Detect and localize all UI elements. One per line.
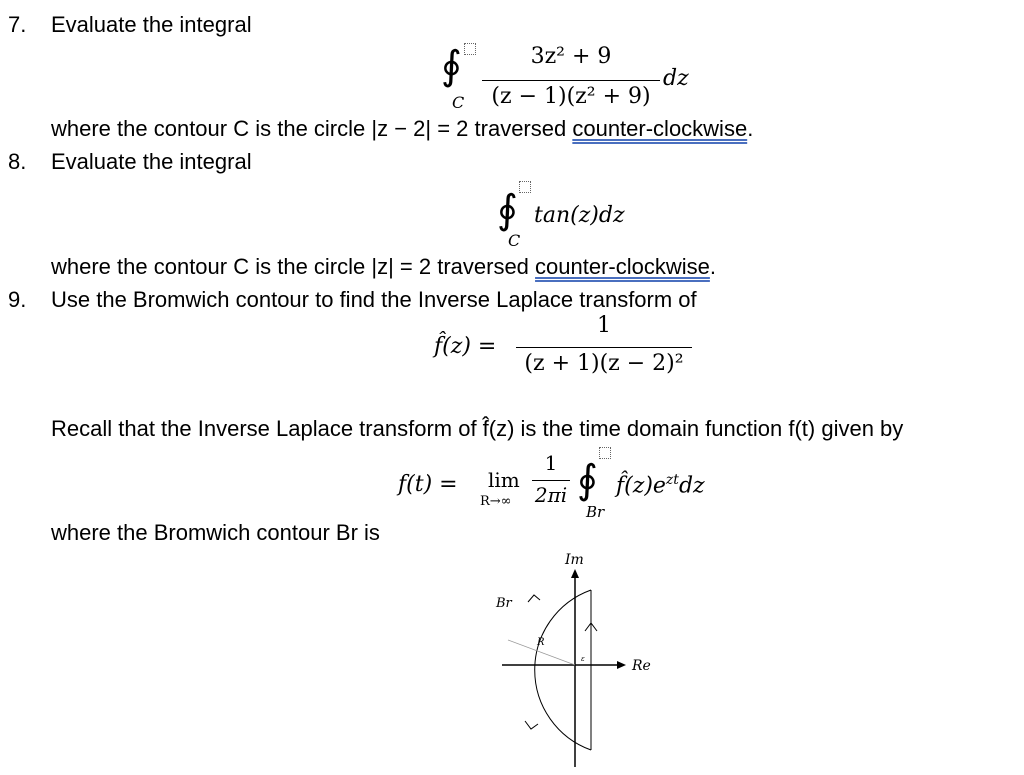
q8-period: . <box>709 254 717 279</box>
q7-denominator: (z − 1)(z² + 9) <box>491 84 651 109</box>
q7-direction: counter-clockwise <box>572 116 748 141</box>
q8-prompt: Evaluate the integral <box>51 149 252 174</box>
r-label: R <box>537 637 545 648</box>
formula-fraction-bar <box>532 480 570 481</box>
formula-lim: lim <box>488 468 520 492</box>
formula-integrand <box>616 472 705 498</box>
q7-where-text: where the contour C is the circle |z − 2| = 2 traversed <box>51 116 573 141</box>
epsilon-label: ε <box>581 655 585 663</box>
formula-frac-den: 2πi <box>534 483 568 507</box>
br-label: Br <box>496 596 512 611</box>
q8-contour-sub: C <box>508 231 521 250</box>
formula-integrand-base: f̂(z)e <box>616 473 666 499</box>
q9-lhs: f̂(z) = <box>434 334 497 359</box>
formula-frac-num: 1 <box>544 451 558 475</box>
formula-lim-sub: R→∞ <box>480 494 512 509</box>
arc-arrow-bottom <box>525 721 538 729</box>
contour-integral-sign: ∮ <box>441 43 462 89</box>
formula-lhs: f(t) = <box>398 472 458 497</box>
formula-exponent: zt <box>665 472 679 488</box>
re-label: Re <box>632 658 651 674</box>
contour-integral-sign: ∮ <box>497 187 518 233</box>
imaginary-axis-arrow <box>571 569 579 578</box>
q9-number: 9. <box>8 287 27 312</box>
bromwich-contour-svg <box>470 545 670 770</box>
q9-numerator: 1 <box>597 313 611 338</box>
contour-integral-sign: ∮ <box>577 457 598 503</box>
q9-fraction-bar <box>516 347 692 348</box>
q8-integrand: tan(z)dz <box>534 203 625 228</box>
q8-number: 8. <box>8 149 27 174</box>
q9-denominator: (z + 1)(z − 2)² <box>524 351 684 376</box>
q7-differential: dz <box>663 66 689 91</box>
q9-contour-text: where the Bromwich contour Br is <box>51 520 380 545</box>
q9-recall: Recall that the Inverse Laplace transform of f̂(z) is the time domain function f(t) given by <box>51 416 904 441</box>
q7-number: 7. <box>8 12 27 37</box>
placeholder-box <box>464 43 476 55</box>
q7-fraction-bar <box>482 80 660 81</box>
q7-prompt: Evaluate the integral <box>51 12 252 37</box>
placeholder-box <box>599 447 611 459</box>
placeholder-box <box>519 181 531 193</box>
q7-contour-sub: C <box>452 93 465 112</box>
q9-prompt: Use the Bromwich contour to find the Inverse Laplace transform of <box>51 287 697 312</box>
q7-period: . <box>747 116 754 141</box>
real-axis-arrow <box>617 661 626 669</box>
q8-where-text: where the contour C is the circle |z| = 2 traversed <box>51 254 536 279</box>
q8-where <box>51 254 716 280</box>
formula-differential: dz <box>678 473 705 499</box>
arc-arrow-top <box>528 595 540 602</box>
semicircle-arc <box>535 590 591 750</box>
q7-numerator: 3z² + 9 <box>530 44 612 69</box>
q8-direction: counter-clockwise <box>535 254 710 279</box>
bromwich-diagram <box>470 545 670 770</box>
q7-where <box>51 116 753 142</box>
formula-contour-sub: Br <box>586 503 605 521</box>
im-label: Im <box>565 552 584 568</box>
